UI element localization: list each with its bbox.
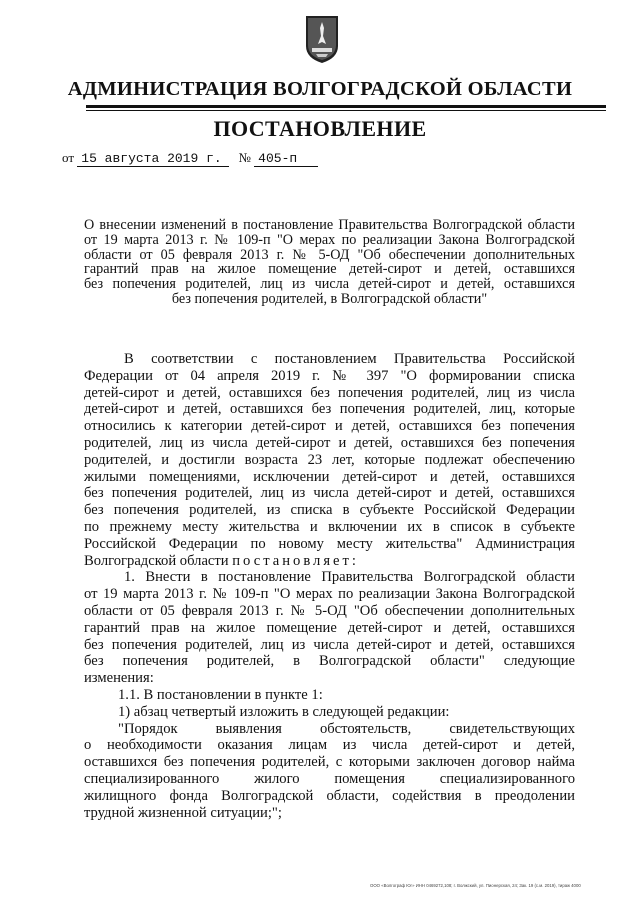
body-line: родителей, и достигли возраста 23 лет, которые подлежат обеспечению: [84, 451, 575, 468]
body-line: без попечения родителей, лиц из числа детей-сирот и детей, оставшихся: [84, 485, 575, 502]
body-line: жилыми помещениями, исключении детей-сирот и детей, оставшихся: [84, 468, 575, 485]
organization-title: АДМИНИСТРАЦИЯ ВОЛГОГРАДСКОЙ ОБЛАСТИ: [67, 78, 573, 100]
subject-line: без попечения родителей, лиц из числа детей-сирот и детей, оставшихся: [84, 276, 575, 293]
number-sign: №: [238, 150, 251, 165]
date-prefix: от: [62, 150, 75, 165]
body-line: 1.1. В постановлении в пункте 1:: [118, 686, 323, 703]
subject-line: области от 05 февраля 2013 г. № 5-ОД "Об обеспечении дополнительных: [84, 246, 575, 263]
coat-of-arms-icon: [304, 14, 340, 64]
body-line: 1. Внести в постановление Правительства Волгоградской области: [124, 569, 575, 586]
body-line: области от 05 февраля 2013 г. № 5-ОД "Об обеспечении дополнительных: [84, 602, 575, 619]
document-dateline: [62, 150, 318, 167]
resolves-word: постановляет:: [232, 552, 359, 569]
body-line: относились к категории детей-сирот и детей, оставшихся без попечения: [84, 418, 575, 435]
body-line: гарантий прав на жилое помещение детей-сирот и детей, оставшихся: [84, 619, 575, 636]
body-line: родителей, лиц из числа детей-сирот и детей, оставшихся без попечения: [84, 434, 575, 451]
body-line-resolution: [84, 553, 575, 570]
header-divider-thin: [86, 110, 606, 111]
body-line: без попечения родителей, в Волгоградской области" следующие: [84, 653, 575, 670]
body-line: по прежнему месту жительства и включении их в список в субъекте: [84, 518, 575, 535]
body-line: В соответствии с постановлением Правительства Российской: [124, 351, 575, 367]
body-line: детей-сирот и детей, оставшихся без попечения родителей, лиц, которые: [84, 401, 575, 418]
document-date: 15 августа 2019 г.: [77, 151, 229, 167]
body-line: Российской Федерации по новому месту жительства" Администрация: [84, 535, 575, 552]
body-line: без попечения родителей, лиц из числа детей-сирот и детей, оставшихся: [84, 636, 575, 653]
subject-line: О внесении изменений в постановление Правительства Волгоградской области: [84, 217, 575, 233]
body-line: "Порядок выявления обстоятельств, свидетельствующих: [118, 720, 575, 737]
body-line: Федерации от 04 апреля 2019 г. № 397 "О формировании списка: [84, 367, 575, 384]
document-number: 405-п: [254, 151, 318, 167]
body-line: изменения:: [84, 670, 154, 687]
body-line: трудной жизненной ситуации;";: [84, 804, 282, 821]
subject-line: от 19 марта 2013 г. № 109-п "О мерах по реализации Закона Волгоградской: [84, 231, 575, 248]
body-line: о необходимости оказания лицам из числа детей-сирот и детей,: [84, 737, 575, 754]
subject-line: без попечения родителей, в Волгоградской области": [171, 290, 488, 307]
body-line: жилищного фонда Волгоградской области, содействия в преодолении: [84, 787, 575, 804]
subject-line: гарантий прав на жилое помещение детей-сирот и детей, оставшихся: [84, 261, 575, 278]
body-line-text: Волгоградской области: [84, 552, 229, 569]
document-body: [84, 351, 575, 821]
document-subject: [84, 218, 575, 307]
body-line: 1) абзац четвертый изложить в следующей редакции:: [118, 703, 450, 720]
body-line: специализированного жилого помещения специализированного: [84, 770, 575, 787]
document-type-title: ПОСТАНОВЛЕНИЕ: [213, 116, 427, 141]
body-line: оставшихся без попечения родителей, с которыми заключен договор найма: [84, 754, 575, 771]
header-divider-thick: [86, 105, 606, 108]
body-line: от 19 марта 2013 г. № 109-п "О мерах по реализации Закона Волгоградской: [84, 586, 575, 603]
body-line: детей-сирот и детей, оставшихся без попечения родителей, лиц из числа: [84, 384, 575, 401]
printer-imprint: ООО «Волгограф Юг» ИНН 0469272,108; г. Волжский, ул. Пионерская, 24; Зак. 19 (с.м. 2019), тираж 4000: [370, 883, 581, 888]
body-line: без попечения родителей, из списка в субъекте Российской Федерации: [84, 502, 575, 519]
